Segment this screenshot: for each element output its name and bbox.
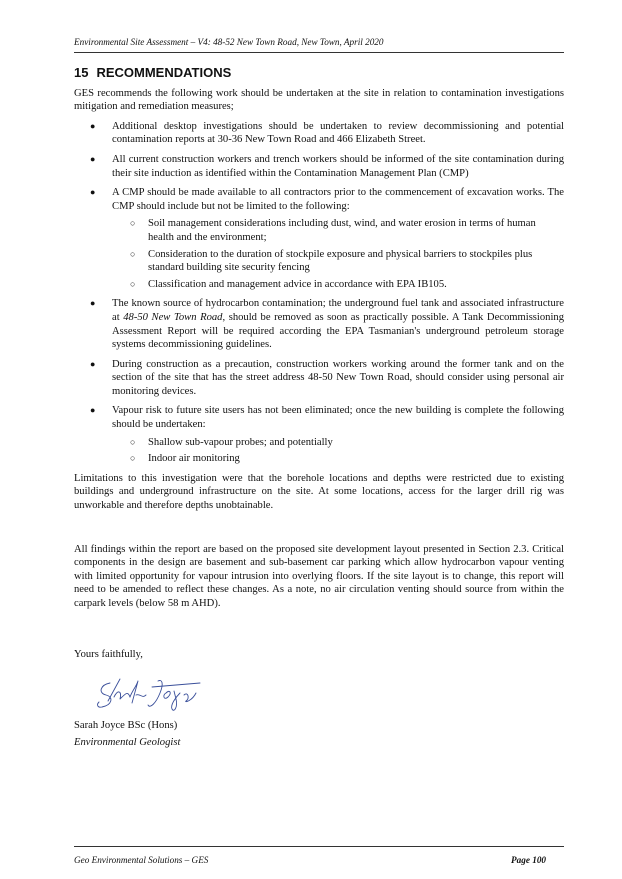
footer-company: Geo Environmental Solutions – GES xyxy=(74,855,209,865)
hollow-bullet-icon: ○ xyxy=(130,218,136,229)
limitations-paragraph: Limitations to this investigation were that the borehole locations and depths were restricted due to existing buildings and underground infrastructure on the site. At some locations, access for the larger drill rig was unworkable and therefore depths unobtainable. xyxy=(74,472,564,512)
page-number xyxy=(511,855,546,865)
section-number: 15 xyxy=(74,65,89,80)
hollow-bullet-icon: ○ xyxy=(130,248,136,259)
bullet-icon: ● xyxy=(90,153,96,164)
list-item xyxy=(74,186,564,291)
sub-list-item-text: Consideration to the duration of stockpile exposure and physical barriers to stockpiles plus standard building site security fencing xyxy=(148,248,533,274)
list-item xyxy=(74,297,564,351)
signatory-name: Sarah Joyce BSc (Hons) xyxy=(74,720,178,732)
list-item xyxy=(74,404,564,465)
bullet-icon: ● xyxy=(90,405,96,416)
list-item-text xyxy=(112,298,564,350)
list-item-text: All current construction workers and trench workers should be informed of the site contamination during their site induction as identified within the Contamination Management Plan (CMP) xyxy=(112,153,564,179)
list-item xyxy=(74,153,564,180)
address-italic: 48-50 New Town Road xyxy=(123,311,223,323)
handwritten-signature xyxy=(92,671,564,713)
list-item-text-part: The known source of hydrocarbon contamination; the underground fuel tank and associated infrastructure at xyxy=(112,298,564,323)
signature-image xyxy=(92,671,212,713)
sub-list-item xyxy=(112,278,564,292)
bullet-icon: ● xyxy=(90,298,96,309)
section-title: RECOMMENDATIONS xyxy=(96,65,232,80)
list-item-text: A CMP should be made available to all contractors prior to the commencement of excavation works. The CMP should include but not be limited to the following: xyxy=(112,187,564,212)
hollow-bullet-icon: ○ xyxy=(130,278,136,289)
cmp-sublist xyxy=(112,217,564,291)
bullet-icon: ● xyxy=(90,358,96,369)
page-label: Page xyxy=(511,855,530,865)
bullet-icon: ● xyxy=(90,120,96,131)
running-header: Environmental Site Assessment – V4: 48-52 New Town Road, New Town, April 2020 xyxy=(74,37,384,47)
signatory-title: Environmental Geologist xyxy=(74,736,181,748)
sub-list-item-text: Soil management considerations including dust, wind, and water erosion in terms of human health and the environment; xyxy=(148,218,536,243)
list-item xyxy=(74,358,564,399)
sub-list-item xyxy=(112,217,564,244)
list-item xyxy=(74,120,564,147)
list-item-text: Vapour risk to future site users has not been eliminated; once the new building is complete the following should be undertaken: xyxy=(112,405,564,431)
list-item-text-part: , should be removed as soon as practically possible. A Tank Decommissioning Assessment Report will be required according the EPA Tasmanian's underground petroleum storage systems decommissioning guidelines. xyxy=(112,311,565,351)
report-body xyxy=(74,66,564,749)
sub-list-item xyxy=(112,248,564,275)
hollow-bullet-icon: ○ xyxy=(130,436,136,447)
page-number-value: 100 xyxy=(532,855,546,865)
sub-list-item xyxy=(112,436,564,450)
hollow-bullet-icon: ○ xyxy=(130,453,136,464)
footer-divider xyxy=(74,846,564,847)
sub-list-item-text: Classification and management advice in accordance with EPA IB105. xyxy=(148,278,447,290)
closing-salutation: Yours faithfully, xyxy=(74,648,143,660)
bullet-icon: ● xyxy=(90,187,96,198)
sub-list-item-text: Indoor air monitoring xyxy=(148,453,240,465)
sub-list-item-text: Shallow sub-vapour probes; and potentially xyxy=(148,436,333,448)
findings-paragraph: All findings within the report are based on the proposed site development layout presented in Section 2.3. Critical components in the design are basement and sub-basement car parking which allow hydrocarbon vapour venting with limited opportunity for vapour intrusion into overlying floors. If the site layout is to change, this report will need to be amended to reflect these changes. As a note, no air circulation venting should source from within the carpark levels (below 58 m AHD). xyxy=(74,543,564,609)
intro-paragraph: GES recommends the following work should be undertaken at the site in relation to contamination investigations mitigation and remediation measures; xyxy=(74,87,564,113)
sub-list-item xyxy=(112,452,564,466)
section-heading xyxy=(74,66,564,80)
recommendations-list xyxy=(74,120,564,466)
vapour-sublist xyxy=(112,436,564,466)
list-item-text: Additional desktop investigations should be undertaken to review decommissioning and potential contamination reports at 30-36 New Town Road and 466 Elizabeth Street. xyxy=(112,120,564,146)
header-divider xyxy=(74,52,564,53)
list-item-text: During construction as a precaution, construction workers working around the former tank and on the section of the site that has the street address 48-50 New Town Road, should consider using personal air monitoring devices. xyxy=(112,358,564,397)
